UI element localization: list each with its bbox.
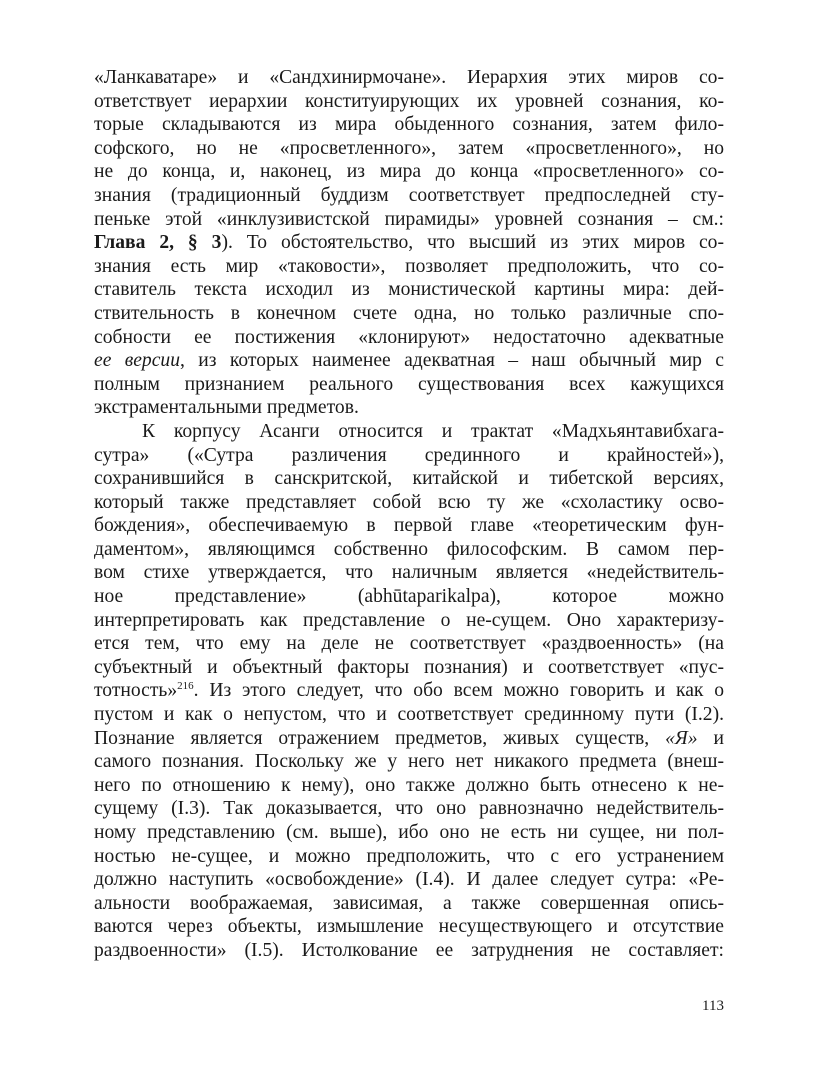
text-run: Познание является отражением предметов, живых существ,	[94, 727, 666, 749]
text-line	[94, 231, 724, 255]
text-line: должно наступить «освобождение» (I.4). И далее следует сутра: «Ре-	[94, 869, 724, 891]
text-line: ется тем, что ему на деле не соответствует «раздвоенность» (на	[94, 633, 724, 655]
text-line: интерпретировать как представление о не-сущем. Оно характеризу-	[94, 609, 724, 631]
text-line: полным признанием реального существования всех кажущихся	[94, 373, 724, 395]
text-line: который также представляет собой всю ту же «схоластику осво-	[94, 491, 724, 513]
text-line: альности воображаемая, зависимая, а также совершенная опись-	[94, 892, 724, 914]
footnote-marker: 216	[177, 680, 194, 693]
text-run: тотность»	[94, 680, 178, 702]
text-line: пустом и как о непустом, что и соответствует срединному пути (I.2).	[94, 704, 724, 726]
text-line: знания есть мир «таковости», позволяет предположить, что со-	[94, 255, 724, 277]
text-line: ствительность в конечном счете одна, но только различные спо-	[94, 302, 724, 324]
text-line: сутра» («Сутра различения срединного и крайностей»),	[94, 444, 724, 466]
text-line: собности ее постижения «клонируют» недостаточно адекватные	[94, 326, 724, 348]
emphasis: «Я»	[665, 727, 698, 749]
text-line	[94, 727, 724, 751]
text-line: «Ланкаватаре» и «Сандхинирмочане». Иерархия этих миров со-	[94, 67, 724, 88]
text-line: знания (традиционный буддизм соответствует предпоследней сту-	[94, 184, 724, 206]
text-line: экстраментальными предметов.	[94, 397, 359, 419]
text-line: торые складываются из мира обыденного сознания, затем фило-	[94, 114, 724, 136]
text-line	[94, 349, 724, 373]
page-number: 113	[702, 998, 724, 1014]
text-line: даментом», являющимся собственно философским. В самом пер-	[94, 538, 724, 560]
text-line: бождения», обеспечиваемую в первой главе «теоретическим фун-	[94, 515, 724, 537]
text-line	[94, 679, 724, 703]
text-line: ностью не-сущее, и можно предположить, что с его устранением	[94, 845, 724, 867]
text-line: ное представление» (abhūtaparikalpa), которое можно	[94, 586, 724, 608]
text-line: К корпусу Асанги относится и трактат «Мадхьянтавибхага-	[142, 420, 724, 442]
text-line: ставитель текста исходил из монистической картины мира: дей-	[94, 279, 724, 301]
text-line: субъектный и объектный факторы познания) и соответствует «пус-	[94, 656, 724, 678]
text-line: самого познания. Поскольку же у него нет никакого предмета (внеш-	[94, 751, 724, 773]
text-run: , из которых наименее адекватная – наш обычный мир с	[180, 350, 724, 372]
text-run: ). То обстоятельство, что высший из этих миров со-	[221, 232, 724, 254]
text-line: не до конца, и, наконец, из мира до конца «просветленного» со-	[94, 161, 724, 183]
text-line: раздвоенности» (I.5). Истолкование ее затруднения не составляет:	[94, 939, 724, 961]
chapter-reference: Глава 2, § 3	[94, 232, 222, 254]
text-line: ваются через объекты, измышление несуществующего и отсутствие	[94, 916, 724, 938]
body-text	[94, 66, 724, 963]
emphasis: ее версии	[94, 350, 181, 372]
text-run: . Из этого следует, что обо всем можно говорить и как о	[193, 680, 724, 702]
text-line: вом стихе утверждается, что наличным является «недействитель-	[94, 562, 724, 584]
text-line: сущему (I.3). Так доказывается, что оно равнозначно недействитель-	[94, 798, 724, 820]
text-line: ному представлению (см. выше), ибо оно не есть ни сущее, ни пол-	[94, 822, 724, 843]
text-line: пеньке этой «инклузивистской пирамиды» уровней сознания – см.:	[94, 208, 724, 230]
text-line: софского, но не «просветленного», затем «просветленного», но	[94, 137, 724, 159]
text-line: сохранившийся в санскритской, китайской и тибетской версиях,	[94, 468, 724, 490]
text-line: ответствует иерархии конституирующих их уровней сознания, ко-	[94, 90, 724, 112]
text-run: и	[697, 727, 724, 749]
text-line: него по отношению к нему), оно также должно быть отнесено к не-	[94, 774, 724, 796]
